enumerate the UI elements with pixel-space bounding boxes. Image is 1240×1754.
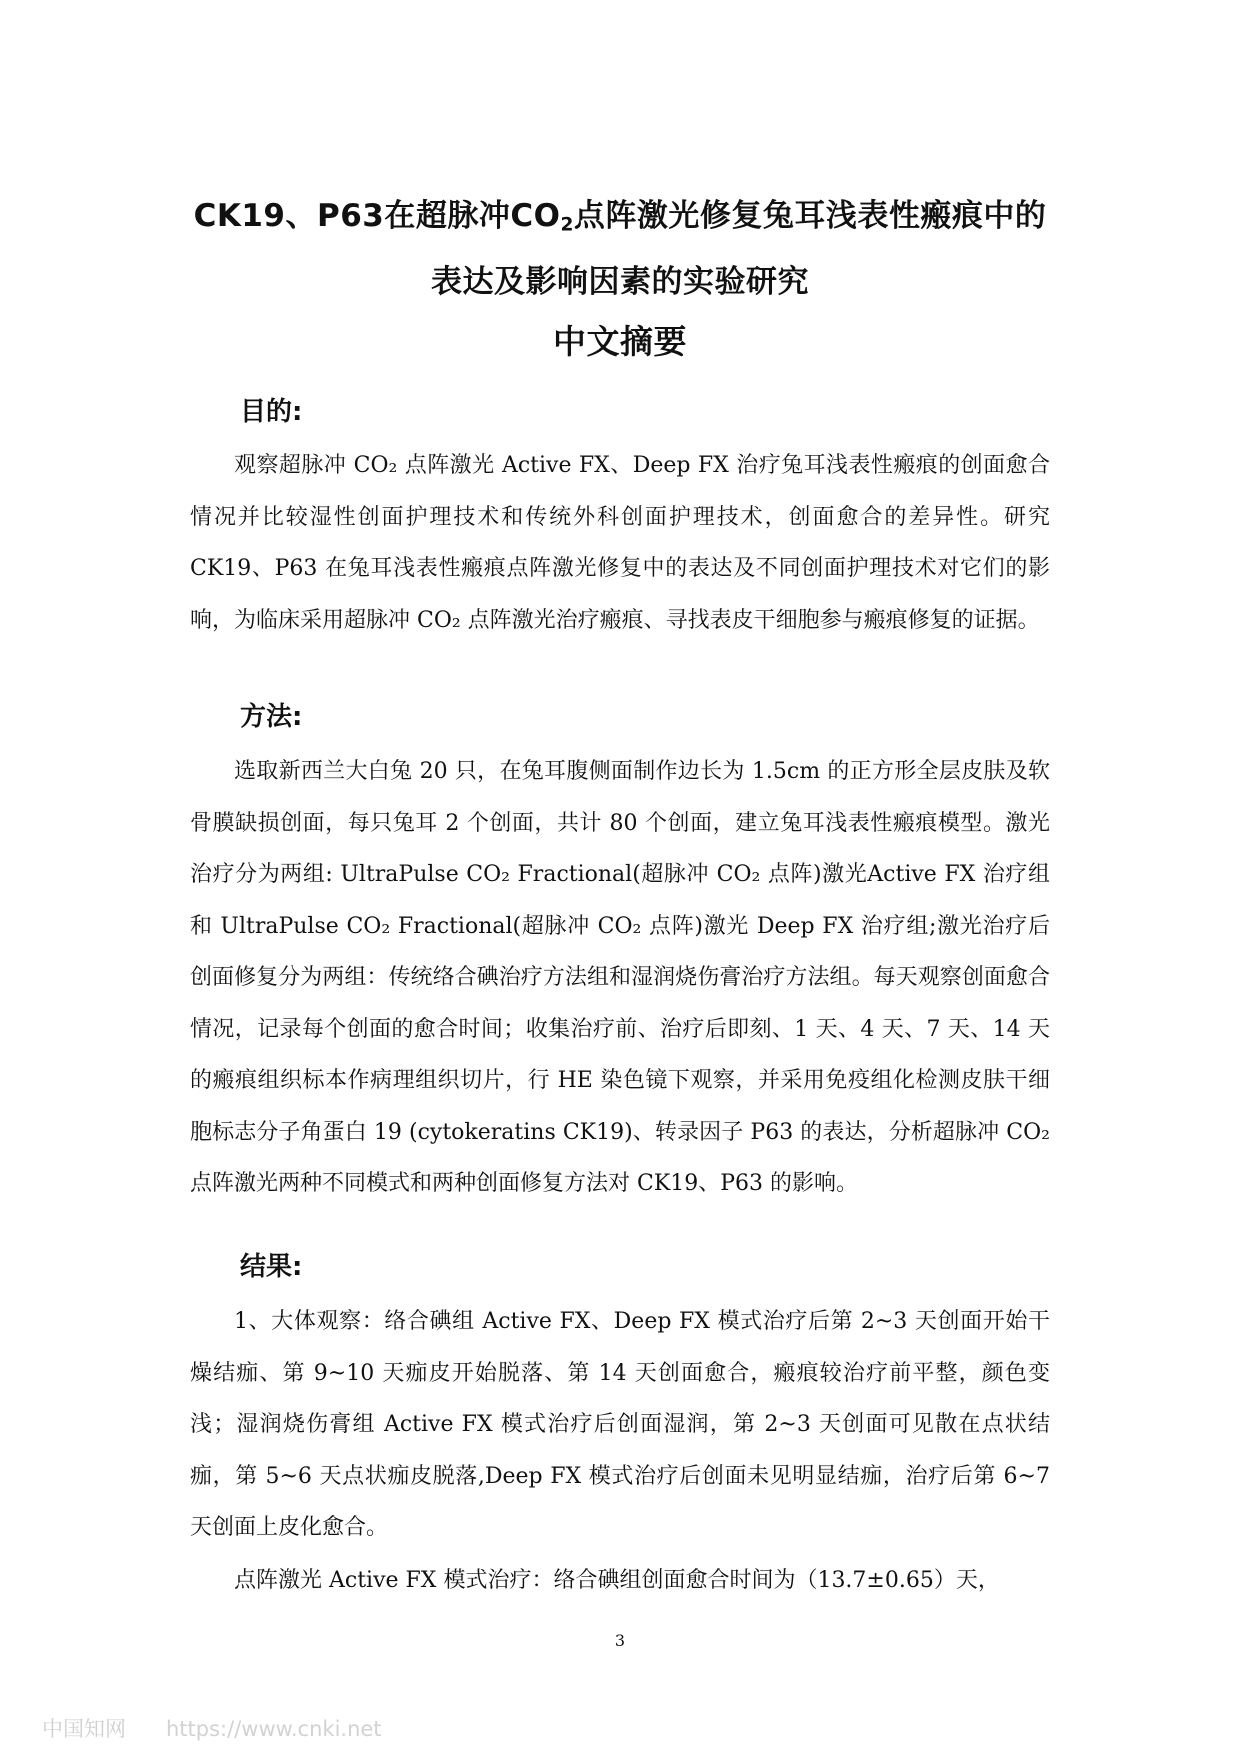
section-heading-objective: 目的:: [240, 397, 303, 427]
abstract-title: 中文摘要: [553, 322, 687, 361]
paper-title-line-2: 表达及影响因素的实验研究: [431, 264, 809, 300]
watermark-url: https://www.cnki.net: [166, 1717, 382, 1741]
page-number: 3: [614, 1631, 626, 1650]
title-line-1-part-b: 点阵激光修复兔耳浅表性瘢痕中的: [573, 198, 1047, 234]
watermark-brand: 中国知网: [42, 1717, 126, 1741]
section-heading-method: 方法:: [240, 702, 303, 732]
title-line-1-part-a: CK19、P63在超脉冲CO: [193, 198, 561, 234]
result-paragraph-1: 1、大体观察：络合碘组 Active FX、Deep FX 模式治疗后第 2~3 天创面开始干燥结痂、第 9~10 天痂皮开始脱落、第 14 天创面愈合，瘢痕较治疗前平整，颜色变浅；湿润烧伤膏组 Active FX 模式治疗后创面湿润，第 2~3 天创面可见散在点状结痂，第 5~6 天点状痂皮脱落,Deep FX 模式治疗后创面未见明显结痂，治疗后第 6~7 天创面上皮化愈合。: [190, 1309, 1050, 1540]
cnki-watermark: [42, 1716, 382, 1742]
method-paragraph: 选取新西兰大白兔 20 只，在兔耳腹侧面制作边长为 1.5cm 的正方形全层皮肤及软骨膜缺损创面，每只兔耳 2 个创面，共计 80 个创面，建立兔耳浅表性瘢痕模型。激光治疗分为两组: UltraPulse CO₂ Fractional(超脉冲 CO₂ 点阵)激光Active FX 治疗组和 UltraPulse CO₂ Fractional(超脉冲 CO₂ 点阵)激光 Deep FX 治疗组;激光治疗后创面修复分为两组：传统络合碘治疗方法组和湿润烧伤膏治疗方法组。每天观察创面愈合情况，记录每个创面的愈合时间；收集治疗前、治疗后即刻、1 天、4 天、7 天、14 天的瘢痕组织标本作病理组织切片，行 HE 染色镜下观察，并采用免疫组化检测皮肤干细胞标志分子角蛋白 19 (cytokeratins CK19)、转录因子 P63 的表达，分析超脉冲 CO₂ 点阵激光两种不同模式和两种创面修复方法对 CK19、P63 的影响。: [190, 759, 1050, 1196]
title-co2-subscript: 2: [560, 214, 574, 236]
section-heading-result: 结果:: [240, 1252, 303, 1282]
objective-paragraph: 观察超脉冲 CO₂ 点阵激光 Active FX、Deep FX 治疗兔耳浅表性瘢痕的创面愈合情况并比较湿性创面护理技术和传统外科创面护理技术，创面愈合的差异性。研究 CK19、P63 在兔耳浅表性瘢痕点阵激光修复中的表达及不同创面护理技术对它们的影响，为临床采用超脉冲 CO₂ 点阵激光治疗瘢痕、寻找表皮干细胞参与瘢痕修复的证据。: [190, 453, 1050, 633]
result-paragraph-2: 点阵激光 Active FX 模式治疗：络合碘组创面愈合时间为（13.7±0.65）天，: [234, 1568, 1000, 1593]
paper-title-line-1: [0, 196, 1240, 236]
